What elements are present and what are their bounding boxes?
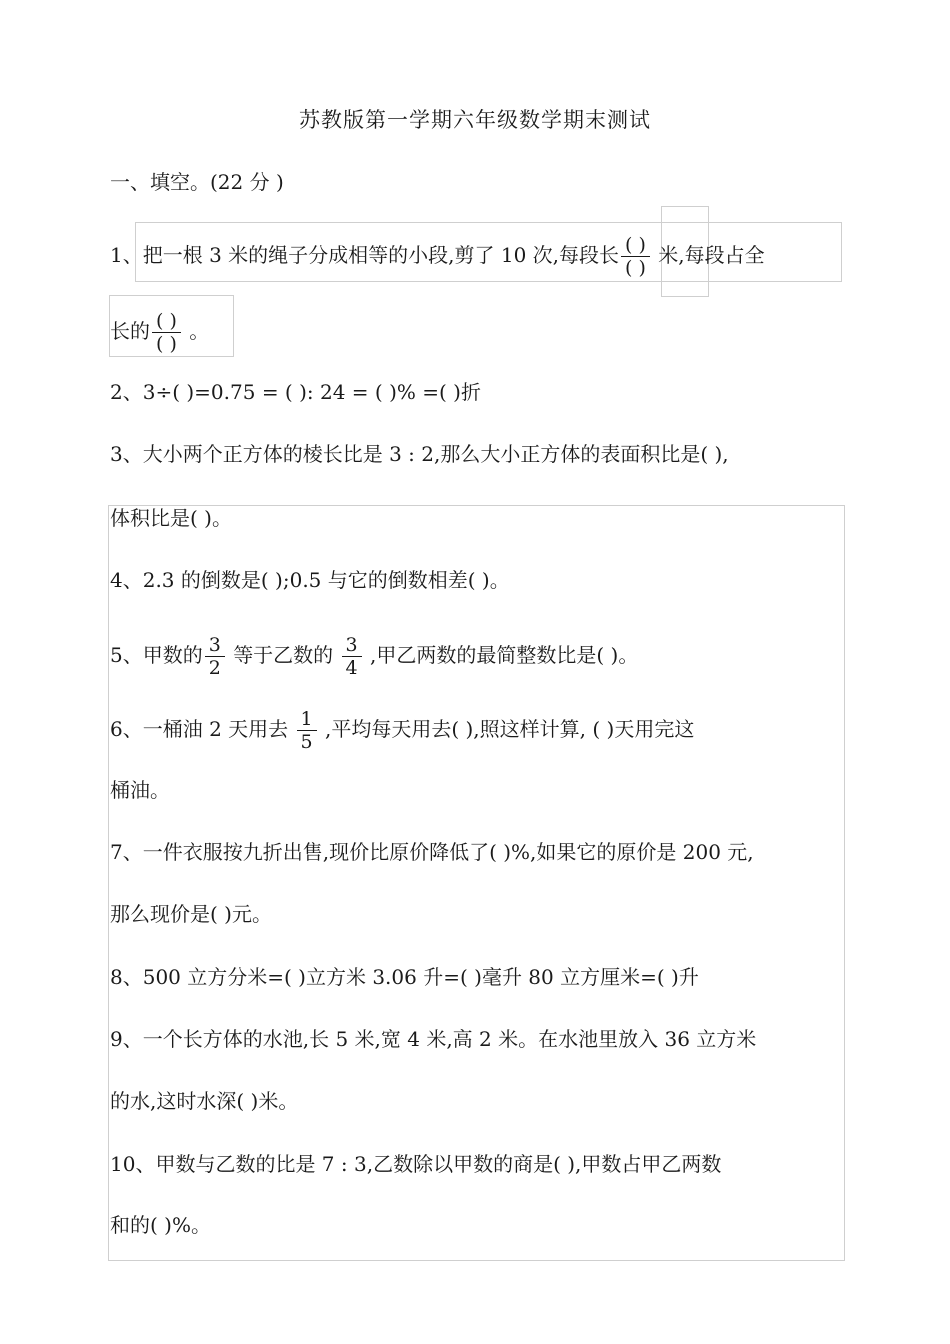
question-5-text-a: 5、甲数的 [110, 643, 203, 667]
question-6-text-b: ,平均每天用去( ),照这样计算, ( )天用完这 [324, 717, 695, 741]
question-6-continued: 桶油。 [110, 778, 170, 802]
fraction-1-5-denominator: 5 [300, 731, 313, 753]
blank-fraction-1 [621, 234, 650, 279]
blank-fraction-2-numerator: ( ) [152, 310, 181, 333]
question-1-text-b: 米,每段占全 [658, 243, 765, 267]
questions-content-frame [108, 505, 845, 1261]
question-5 [110, 634, 638, 679]
fraction-3-2 [205, 634, 225, 679]
fraction-3-4 [342, 634, 362, 679]
question-9-continued: 的水,这时水深( )米。 [110, 1089, 299, 1113]
question-1-continued [110, 310, 209, 355]
fraction-1-5-numerator: 1 [297, 708, 317, 731]
blank-fraction-2-denominator: ( ) [156, 333, 177, 355]
question-7-continued: 那么现价是( )元。 [110, 902, 272, 926]
page-title: 苏教版第一学期六年级数学期末测试 [299, 108, 651, 132]
fraction-3-4-denominator: 4 [345, 657, 358, 679]
question-6-text-a: 6、一桶油 2 天用去 [110, 717, 289, 741]
question-1-text-c: 长的 [110, 319, 150, 343]
fraction-3-2-denominator: 2 [208, 657, 221, 679]
blank-fraction-2 [152, 310, 181, 355]
question-10: 10、甲数与乙数的比是 7 : 3,乙数除以甲数的商是( ),甲数占甲乙两数 [110, 1152, 722, 1176]
section-heading: 一、填空。(22 分 ) [110, 170, 284, 194]
blank-fraction-1-denominator: ( ) [625, 257, 646, 279]
fraction-3-2-numerator: 3 [205, 634, 225, 657]
question-3-continued: 体积比是( )。 [110, 506, 232, 530]
fraction-3-4-numerator: 3 [342, 634, 362, 657]
question-10-continued: 和的( )%。 [110, 1213, 211, 1237]
question-7: 7、一件衣服按九折出售,现价比原价降低了( )%,如果它的原价是 200 元, [110, 840, 754, 864]
question-8: 8、500 立方分米=( )立方米 3.06 升=( )毫升 80 立方厘米=( )升 [110, 965, 699, 989]
question-1-text-a: 1、把一根 3 米的绳子分成相等的小段,剪了 10 次,每段长 [110, 243, 620, 267]
fraction-1-5 [297, 708, 317, 753]
question-1-text-d: 。 [189, 319, 210, 343]
question-5-text-c: ,甲乙两数的最简整数比是( )。 [370, 643, 639, 667]
question-3: 3、大小两个正方体的棱长比是 3 : 2,那么大小正方体的表面积比是( ), [110, 442, 729, 466]
question-9: 9、一个长方体的水池,长 5 米,宽 4 米,高 2 米。在水池里放入 36 立方米 [110, 1027, 757, 1051]
question-1 [110, 234, 765, 279]
blank-fraction-1-numerator: ( ) [621, 234, 650, 257]
question-2: 2、3÷( )=0.75 = ( ): 24 = ( )% =( )折 [110, 380, 481, 404]
question-6 [110, 708, 694, 753]
question-4: 4、2.3 的倒数是( );0.5 与它的倒数相差( )。 [110, 568, 510, 592]
question-5-text-b: 等于乙数的 [233, 643, 334, 667]
